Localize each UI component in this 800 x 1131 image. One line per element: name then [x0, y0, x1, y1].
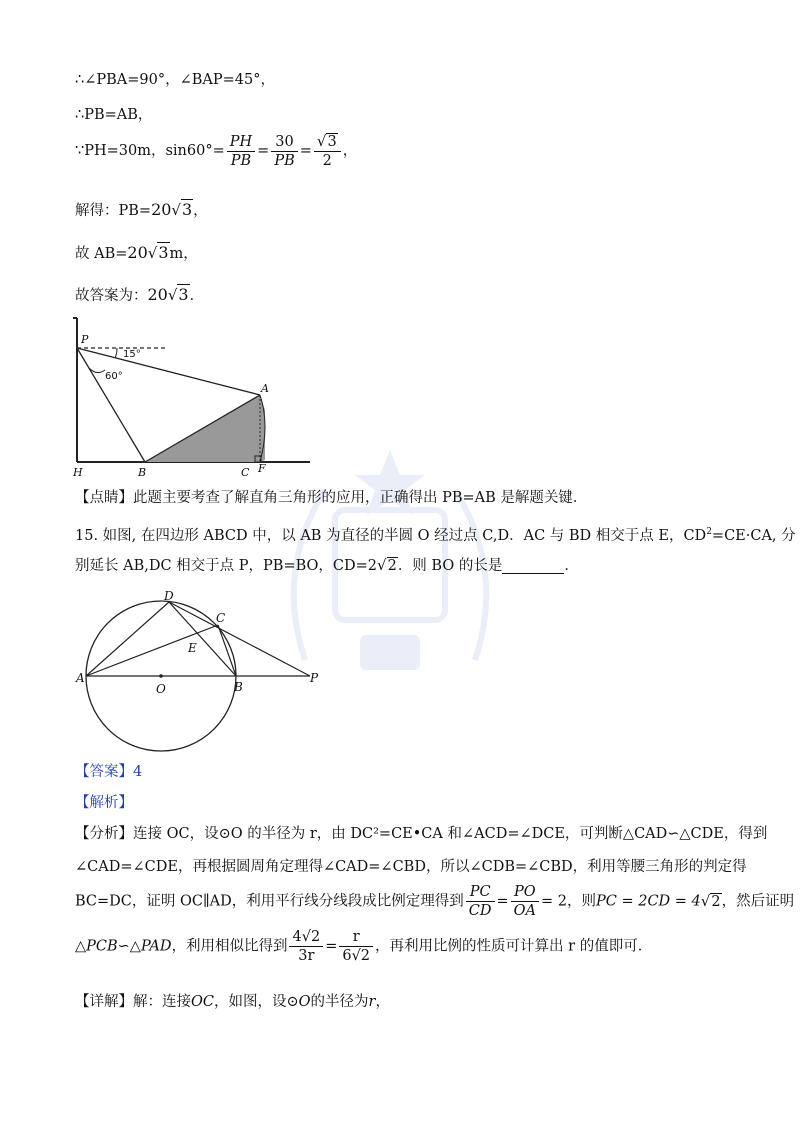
- line-1: [75, 70, 275, 90]
- fraction-30-pb: $\frac{30}{PB}$: [271, 133, 297, 170]
- figure-2-circle-diagram: [70, 590, 330, 760]
- analysis-line-1: 【分析】连接 OC，设⊙O 的半径为 r，由 DC²=CE•CA 和∠ACD=∠DCE，可判断△CAD∽△CDE，得到: [75, 826, 768, 842]
- radical-2: √2: [377, 556, 397, 574]
- label-d: D: [164, 590, 174, 603]
- question-15-line-2: 别延长 AB,DC 相交于点 P，PB=BO，CD=2√2．则 BO 的长是 ．: [75, 556, 579, 574]
- label-c: C: [216, 611, 226, 625]
- label-p: P: [310, 671, 319, 685]
- label-e: E: [188, 641, 197, 655]
- fraction-po-oa: $\frac{PO}{OA}$: [511, 883, 539, 920]
- dianjing-note: 【点睛】此题主要考查了解直角三角形的应用，正确得出 PB=AB 是解题关键．: [75, 490, 588, 506]
- fraction-ph-pb: $\frac{PH}{PB}$: [227, 133, 255, 170]
- text-pba-bap: ∴∠PBA=90°，∠BAP=45°，: [75, 72, 275, 88]
- answer-label: [75, 762, 142, 782]
- fraction-r-6root2: $\frac{r}{6√2}$: [339, 928, 373, 965]
- radical-3: √3: [147, 243, 169, 262]
- line-2: [75, 105, 152, 125]
- answer-text: 【答案】4: [75, 764, 143, 780]
- fraction-4root2-3r: $\frac{4√2}{3r}$: [289, 928, 323, 965]
- line-3: ∵PH=30m，sin60°= $\frac{PH}{PB}$ = $\frac{30}{PB}$ = $\frac{√3}{2}$ ，: [75, 132, 358, 169]
- answer-blank[interactable]: [502, 559, 564, 574]
- label-o: O: [156, 682, 166, 696]
- text-sin60: ∵PH=30m，sin60°=: [75, 143, 225, 159]
- label-angle-15: 15°: [123, 349, 141, 360]
- fraction-root3-2: $\frac{√3}{2}$: [314, 132, 341, 170]
- label-a: A: [261, 382, 269, 395]
- text-pb-ab: ∴PB=AB，: [75, 107, 153, 123]
- line-6: 故答案为：20√3．: [75, 285, 205, 304]
- radical-3: √3: [171, 200, 193, 219]
- label-f: F: [258, 462, 266, 475]
- radical-2: √2: [700, 892, 721, 910]
- label-a: A: [76, 671, 85, 685]
- figure-1-diagram: [65, 310, 315, 485]
- radical-3: √3: [167, 285, 189, 304]
- analysis-line-3: BC=DC，证明 OC∥AD，利用平行线分线段成比例定理得到 $\frac{PC}{CD}$ = $\frac{PO}{OA}$ = 2，则PC = 2CD = 4√2，然后证明: [75, 884, 795, 919]
- analysis-line-4: △PCB∽△PAD，利用相似比得到 $\frac{4√2}{3r}$ = $\frac{r}{6√2}$ ，再利用比例的性质可计算出 r 的值即可．: [75, 929, 653, 964]
- fraction-pc-cd: $\frac{PC}{CD}$: [466, 883, 495, 920]
- label-b: B: [234, 680, 243, 694]
- analysis-line-2: ∠CAD=∠CDE，再根据圆周角定理得∠CAD=∠CBD，所以∠CDB=∠CBD，利用等腰三角形的判定得: [75, 859, 747, 875]
- label-b: B: [138, 466, 147, 479]
- label-p: P: [81, 333, 89, 346]
- detail-line-1: 【详解】解：连接OC，如图，设⊙O的半径为r，: [75, 994, 390, 1010]
- label-h: H: [73, 466, 83, 479]
- line-5: 故 AB=20√3m，: [75, 243, 198, 262]
- line-4: 解得：PB=20√3，: [75, 200, 208, 219]
- analysis-header: 【解析】: [75, 795, 133, 811]
- question-15-line-1: 15. 如图, 在四边形 ABCD 中，以 AB 为直径的半圆 O 经过点 C,D．AC 与 BD 相交于点 E，$CD^2=CE\cdot CA$, 分: [75, 527, 796, 544]
- label-c: C: [241, 466, 250, 479]
- label-angle-60: 60°: [105, 371, 123, 382]
